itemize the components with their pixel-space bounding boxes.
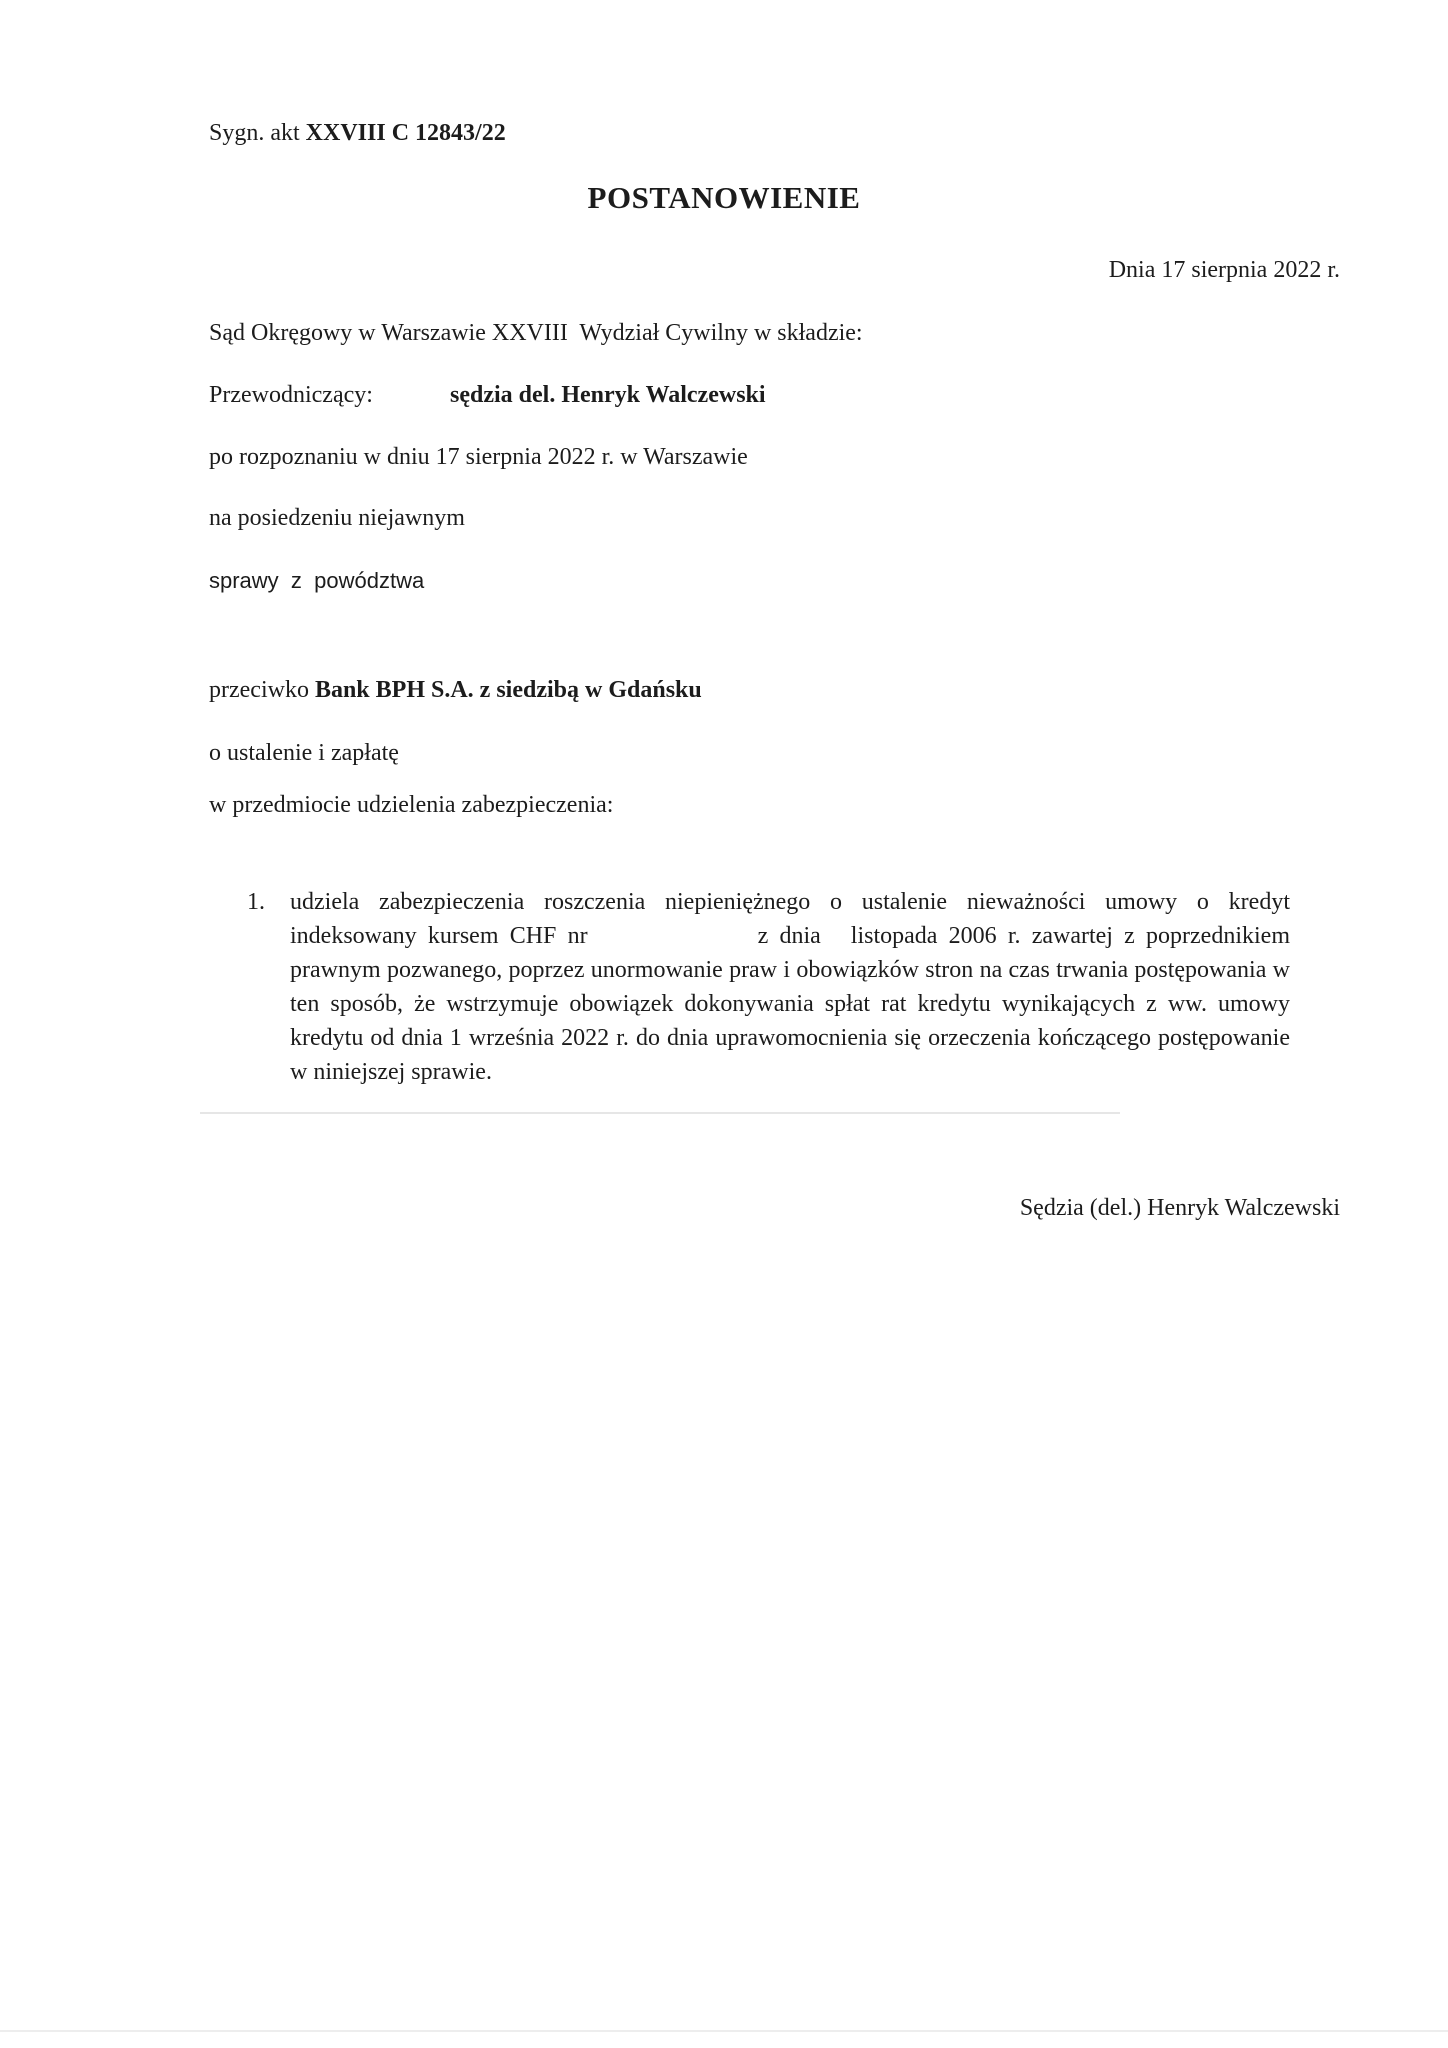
ruling-text xyxy=(290,885,1290,1089)
case-reference-number: XXVIII C 12843/22 xyxy=(305,120,506,146)
presiding-label: Przewodniczący: xyxy=(209,382,373,408)
ruling-line-2a: indeksowany kursem CHF nr xyxy=(290,923,588,949)
case-subject: o ustalenie i zapłatę xyxy=(209,740,399,766)
ruling-line: udziela zabezpieczenia roszczenia niepieniężnego o ustalenie nieważności umowy o kredyt xyxy=(290,889,1290,915)
scan-artifact-line xyxy=(200,1112,1120,1114)
ruling-number: 1. xyxy=(247,889,265,915)
ruling-line: kredytu od dnia 1 września 2022 r. do dnia uprawomocnienia się orzeczenia kończącego postępowanie xyxy=(290,1025,1290,1051)
case-intro: sprawy z powództwa xyxy=(209,568,425,593)
defendant-prefix: przeciwko xyxy=(209,677,309,703)
scan-artifact-bottom xyxy=(0,2030,1448,2032)
court-composition: Sąd Okręgowy w Warszawie XXVIII Wydział Cywilny w składzie: xyxy=(209,320,863,346)
document-title: POSTANOWIENIE xyxy=(587,180,861,215)
presiding-judge: sędzia del. Henryk Walczewski xyxy=(450,382,766,408)
case-matter: w przedmiocie udzielenia zabezpieczenia: xyxy=(209,792,614,818)
ruling-line-2 xyxy=(290,919,1290,953)
case-reference-label: Sygn. akt xyxy=(209,120,300,146)
session-type: na posiedzeniu niejawnym xyxy=(209,505,465,531)
case-reference xyxy=(209,118,506,148)
defendant xyxy=(209,675,702,705)
ruling-line: ten sposób, że wstrzymuje obowiązek dokonywania spłat rat kredytu wynikających z ww. umowy xyxy=(290,991,1290,1017)
judge-signature: Sędzia (del.) Henryk Walczewski xyxy=(1019,1195,1340,1221)
ruling-line: prawnym pozwanego, poprzez unormowanie praw i obowiązków stron na czas trwania postępowania w xyxy=(290,957,1290,983)
hearing-info: po rozpoznaniu w dniu 17 sierpnia 2022 r. w Warszawie xyxy=(209,444,748,470)
defendant-name: Bank BPH S.A. z siedzibą w Gdańsku xyxy=(314,677,702,703)
ruling-line: w niniejszej sprawie. xyxy=(290,1059,492,1085)
document-date: Dnia 17 sierpnia 2022 r. xyxy=(1108,257,1340,283)
ruling-line-2b: z dnia xyxy=(757,923,821,949)
ruling-line-2c: listopada 2006 r. zawartej z poprzednikiem xyxy=(850,923,1290,949)
